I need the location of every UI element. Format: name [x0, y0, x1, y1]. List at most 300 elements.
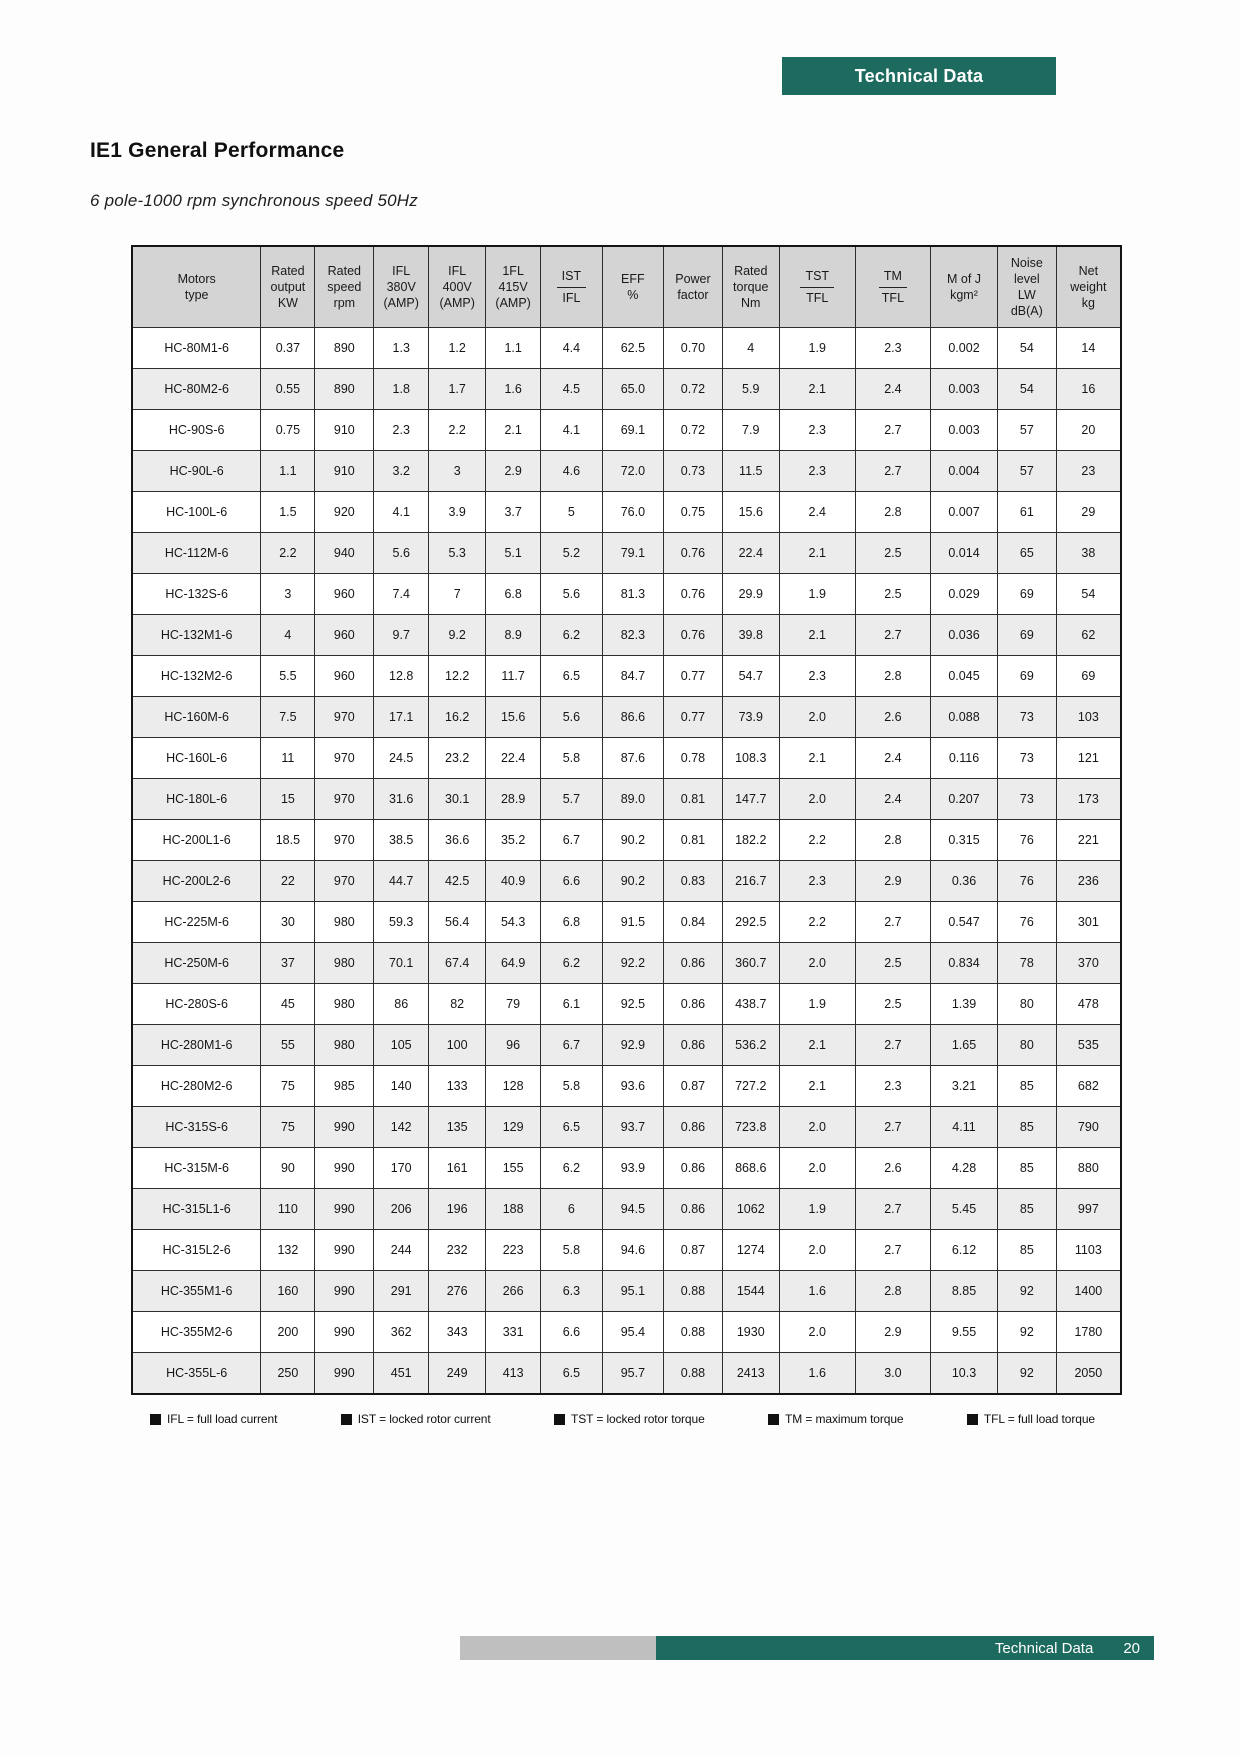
value-cell: 920: [315, 492, 374, 533]
motor-type-cell: HC-200L1-6: [132, 820, 261, 861]
value-cell: 96: [486, 1025, 541, 1066]
value-cell: 1.5: [261, 492, 315, 533]
value-cell: 301: [1056, 902, 1121, 943]
header-line: type: [184, 288, 209, 302]
value-cell: 910: [315, 451, 374, 492]
table-row: [132, 1189, 1121, 1230]
value-cell: 7: [429, 574, 486, 615]
motor-type-cell: HC-280S-6: [132, 984, 261, 1025]
value-cell: 1.1: [261, 451, 315, 492]
value-cell: 2.9: [486, 451, 541, 492]
value-cell: 980: [315, 1025, 374, 1066]
motor-type-cell: HC-280M1-6: [132, 1025, 261, 1066]
value-cell: 6.8: [541, 902, 602, 943]
value-cell: 92.9: [602, 1025, 663, 1066]
value-cell: 2.1: [779, 615, 855, 656]
value-cell: 161: [429, 1148, 486, 1189]
value-cell: 331: [486, 1312, 541, 1353]
value-cell: 970: [315, 738, 374, 779]
value-cell: 0.87: [664, 1230, 723, 1271]
value-cell: 1400: [1056, 1271, 1121, 1312]
value-cell: 35.2: [486, 820, 541, 861]
value-cell: 100: [429, 1025, 486, 1066]
value-cell: 91.5: [602, 902, 663, 943]
value-cell: 478: [1056, 984, 1121, 1025]
value-cell: 0.88: [664, 1271, 723, 1312]
value-cell: 2.1: [779, 1025, 855, 1066]
motor-type-cell: HC-315M-6: [132, 1148, 261, 1189]
value-cell: 15: [261, 779, 315, 820]
value-cell: 2.7: [855, 1230, 930, 1271]
value-cell: 2.1: [779, 369, 855, 410]
value-cell: 4: [722, 328, 779, 369]
value-cell: 92.5: [602, 984, 663, 1025]
value-cell: 4.5: [541, 369, 602, 410]
value-cell: 37: [261, 943, 315, 984]
value-cell: 67.4: [429, 943, 486, 984]
value-cell: 84.7: [602, 656, 663, 697]
value-cell: 7.5: [261, 697, 315, 738]
legend-item: [341, 1412, 491, 1426]
value-cell: 7.4: [374, 574, 429, 615]
value-cell: 95.1: [602, 1271, 663, 1312]
motor-type-cell: HC-160L-6: [132, 738, 261, 779]
header-line: LW: [1017, 288, 1036, 302]
value-cell: 22.4: [722, 533, 779, 574]
table-row: [132, 902, 1121, 943]
value-cell: 95.4: [602, 1312, 663, 1353]
value-cell: 790: [1056, 1107, 1121, 1148]
value-cell: 276: [429, 1271, 486, 1312]
value-cell: 1062: [722, 1189, 779, 1230]
legend-square-icon: [768, 1414, 779, 1425]
value-cell: 61: [997, 492, 1056, 533]
value-cell: 990: [315, 1312, 374, 1353]
value-cell: 723.8: [722, 1107, 779, 1148]
motor-type-cell: HC-315L1-6: [132, 1189, 261, 1230]
header-line: Power: [675, 271, 711, 286]
motor-type-cell: HC-250M-6: [132, 943, 261, 984]
value-cell: 55: [261, 1025, 315, 1066]
value-cell: 1.6: [779, 1353, 855, 1395]
value-cell: 2.6: [855, 1148, 930, 1189]
table-row: [132, 984, 1121, 1025]
value-cell: 85: [997, 1148, 1056, 1189]
legend-item: [768, 1412, 903, 1426]
value-cell: 0.76: [664, 615, 723, 656]
value-cell: 5.9: [722, 369, 779, 410]
value-cell: 0.81: [664, 820, 723, 861]
value-cell: 2.4: [855, 369, 930, 410]
value-cell: 15.6: [722, 492, 779, 533]
value-cell: 73: [997, 697, 1056, 738]
column-header-motors-type: [132, 246, 261, 328]
fraction-denominator: TFL: [881, 291, 905, 305]
value-cell: 2.7: [855, 410, 930, 451]
value-cell: 1.3: [374, 328, 429, 369]
header-line: 380V: [386, 279, 416, 294]
value-cell: 0.76: [664, 533, 723, 574]
value-cell: 9.55: [931, 1312, 998, 1353]
value-cell: 64.9: [486, 943, 541, 984]
value-cell: 5.6: [374, 533, 429, 574]
header-line: torque: [733, 279, 769, 294]
value-cell: 362: [374, 1312, 429, 1353]
legend-square-icon: [150, 1414, 161, 1425]
value-cell: 59.3: [374, 902, 429, 943]
value-cell: 80: [997, 984, 1056, 1025]
value-cell: 65.0: [602, 369, 663, 410]
value-cell: 970: [315, 697, 374, 738]
value-cell: 990: [315, 1189, 374, 1230]
value-cell: 69: [997, 656, 1056, 697]
legend-square-icon: [341, 1414, 352, 1425]
value-cell: 40.9: [486, 861, 541, 902]
value-cell: 14: [1056, 328, 1121, 369]
header-line: (AMP): [383, 296, 419, 311]
column-header-tm-tfl: [855, 246, 930, 328]
value-cell: 92: [997, 1271, 1056, 1312]
value-cell: 73.9: [722, 697, 779, 738]
motor-type-cell: HC-80M1-6: [132, 328, 261, 369]
value-cell: 92: [997, 1353, 1056, 1395]
header-line: factor: [677, 288, 709, 302]
table-head: [132, 246, 1121, 328]
value-cell: 2.3: [779, 410, 855, 451]
value-cell: 2.8: [855, 656, 930, 697]
value-cell: 0.315: [931, 820, 998, 861]
header-line: kgm²: [950, 288, 978, 302]
motor-type-cell: HC-315S-6: [132, 1107, 261, 1148]
value-cell: 3.2: [374, 451, 429, 492]
value-cell: 413: [486, 1353, 541, 1395]
table-row: [132, 328, 1121, 369]
value-cell: 133: [429, 1066, 486, 1107]
motor-type-cell: HC-90S-6: [132, 410, 261, 451]
header-line: dB(A): [1010, 304, 1043, 319]
column-header-eff: [602, 246, 663, 328]
value-cell: 244: [374, 1230, 429, 1271]
value-cell: 81.3: [602, 574, 663, 615]
value-cell: 0.007: [931, 492, 998, 533]
value-cell: 6.3: [541, 1271, 602, 1312]
column-header-noise-level: [997, 246, 1056, 328]
value-cell: 0.76: [664, 574, 723, 615]
value-cell: 940: [315, 533, 374, 574]
value-cell: 232: [429, 1230, 486, 1271]
value-cell: 727.2: [722, 1066, 779, 1107]
header-line: %: [627, 288, 639, 302]
value-cell: 44.7: [374, 861, 429, 902]
header-line: Rated: [327, 263, 361, 278]
value-cell: 223: [486, 1230, 541, 1271]
value-cell: 2.9: [855, 861, 930, 902]
value-cell: 6.5: [541, 1107, 602, 1148]
value-cell: 20: [1056, 410, 1121, 451]
value-cell: 2.0: [779, 1312, 855, 1353]
value-cell: 5.6: [541, 574, 602, 615]
value-cell: 2.2: [779, 902, 855, 943]
header-line: M of J: [946, 271, 982, 286]
value-cell: 93.7: [602, 1107, 663, 1148]
value-cell: 90.2: [602, 820, 663, 861]
header-line: (AMP): [439, 296, 475, 311]
value-cell: 980: [315, 984, 374, 1025]
fraction-header: [557, 268, 586, 306]
value-cell: 2.1: [779, 1066, 855, 1107]
value-cell: 1274: [722, 1230, 779, 1271]
value-cell: 980: [315, 943, 374, 984]
value-cell: 8.9: [486, 615, 541, 656]
value-cell: 80: [997, 1025, 1056, 1066]
value-cell: 85: [997, 1107, 1056, 1148]
header-line: 415V: [498, 279, 528, 294]
value-cell: 2.0: [779, 1230, 855, 1271]
motor-type-cell: HC-355L-6: [132, 1353, 261, 1395]
value-cell: 75: [261, 1107, 315, 1148]
value-cell: 1.6: [486, 369, 541, 410]
value-cell: 2.0: [779, 943, 855, 984]
value-cell: 5.2: [541, 533, 602, 574]
value-cell: 970: [315, 861, 374, 902]
value-cell: 0.72: [664, 369, 723, 410]
value-cell: 0.86: [664, 943, 723, 984]
value-cell: 5.8: [541, 1230, 602, 1271]
header-line: IFL: [392, 263, 411, 278]
value-cell: 5.7: [541, 779, 602, 820]
value-cell: 3.9: [429, 492, 486, 533]
value-cell: 1.9: [779, 328, 855, 369]
value-cell: 90: [261, 1148, 315, 1189]
value-cell: 3.7: [486, 492, 541, 533]
fraction-header: [800, 268, 834, 306]
header-line: output: [270, 279, 306, 294]
value-cell: 11.5: [722, 451, 779, 492]
motor-type-cell: HC-180L-6: [132, 779, 261, 820]
value-cell: 2.3: [855, 1066, 930, 1107]
value-cell: 2.5: [855, 533, 930, 574]
header-line: weight: [1070, 279, 1107, 294]
header-line: Rated: [734, 263, 768, 278]
value-cell: 69: [997, 615, 1056, 656]
legend-text: IFL = full load current: [167, 1412, 278, 1426]
value-cell: 5.45: [931, 1189, 998, 1230]
value-cell: 6.5: [541, 1353, 602, 1395]
fraction-header: [879, 268, 907, 306]
value-cell: 2050: [1056, 1353, 1121, 1395]
table-row: [132, 451, 1121, 492]
value-cell: 2.4: [779, 492, 855, 533]
value-cell: 4.28: [931, 1148, 998, 1189]
value-cell: 0.036: [931, 615, 998, 656]
value-cell: 0.84: [664, 902, 723, 943]
table-row: [132, 615, 1121, 656]
value-cell: 22.4: [486, 738, 541, 779]
value-cell: 910: [315, 410, 374, 451]
legend-text: TFL = full load torque: [983, 1412, 1095, 1426]
value-cell: 200: [261, 1312, 315, 1353]
value-cell: 236: [1056, 861, 1121, 902]
value-cell: 135: [429, 1107, 486, 1148]
value-cell: 0.88: [664, 1353, 723, 1395]
value-cell: 76: [997, 902, 1056, 943]
value-cell: 0.81: [664, 779, 723, 820]
value-cell: 6.7: [541, 820, 602, 861]
page-subtitle: 6 pole-1000 rpm synchronous speed 50Hz: [90, 191, 418, 210]
legend-item: [150, 1412, 277, 1426]
value-cell: 140: [374, 1066, 429, 1107]
value-cell: 94.6: [602, 1230, 663, 1271]
value-cell: 38: [1056, 533, 1121, 574]
table-row: [132, 492, 1121, 533]
value-cell: 129: [486, 1107, 541, 1148]
column-header-ifl-380v: [374, 246, 429, 328]
value-cell: 0.73: [664, 451, 723, 492]
table-header-row: [132, 246, 1121, 328]
value-cell: 0.014: [931, 533, 998, 574]
value-cell: 38.5: [374, 820, 429, 861]
table-row: [132, 1271, 1121, 1312]
value-cell: 54.3: [486, 902, 541, 943]
motor-type-cell: HC-160M-6: [132, 697, 261, 738]
value-cell: 70.1: [374, 943, 429, 984]
value-cell: 2.8: [855, 1271, 930, 1312]
value-cell: 89.0: [602, 779, 663, 820]
value-cell: 2.7: [855, 615, 930, 656]
value-cell: 2.6: [855, 697, 930, 738]
value-cell: 0.75: [664, 492, 723, 533]
value-cell: 4.4: [541, 328, 602, 369]
value-cell: 0.78: [664, 738, 723, 779]
value-cell: 451: [374, 1353, 429, 1395]
value-cell: 2.5: [855, 574, 930, 615]
footer-label: Technical Data: [994, 1639, 1094, 1657]
value-cell: 2.0: [779, 1107, 855, 1148]
footer-page-number: 20: [1123, 1639, 1140, 1657]
value-cell: 6.8: [486, 574, 541, 615]
value-cell: 11.7: [486, 656, 541, 697]
value-cell: 1103: [1056, 1230, 1121, 1271]
table-row: [132, 1312, 1121, 1353]
value-cell: 0.55: [261, 369, 315, 410]
value-cell: 438.7: [722, 984, 779, 1025]
table-row: [132, 1148, 1121, 1189]
table-row: [132, 533, 1121, 574]
motor-type-cell: HC-100L-6: [132, 492, 261, 533]
value-cell: 93.9: [602, 1148, 663, 1189]
value-cell: 92.2: [602, 943, 663, 984]
table-row: [132, 1107, 1121, 1148]
value-cell: 960: [315, 615, 374, 656]
value-cell: 2.1: [779, 533, 855, 574]
value-cell: 990: [315, 1148, 374, 1189]
table-row: [132, 820, 1121, 861]
header-line: EFF: [621, 271, 645, 286]
header-line: Net: [1078, 263, 1099, 278]
value-cell: 0.834: [931, 943, 998, 984]
value-cell: 103: [1056, 697, 1121, 738]
value-cell: 249: [429, 1353, 486, 1395]
value-cell: 128: [486, 1066, 541, 1107]
value-cell: 86: [374, 984, 429, 1025]
value-cell: 2.7: [855, 1189, 930, 1230]
header-line: level: [1013, 271, 1040, 286]
value-cell: 3: [261, 574, 315, 615]
value-cell: 147.7: [722, 779, 779, 820]
value-cell: 4.6: [541, 451, 602, 492]
value-cell: 12.2: [429, 656, 486, 697]
value-cell: 0.002: [931, 328, 998, 369]
header-line: KW: [277, 296, 298, 311]
value-cell: 31.6: [374, 779, 429, 820]
value-cell: 90.2: [602, 861, 663, 902]
value-cell: 76.0: [602, 492, 663, 533]
motor-type-cell: HC-355M1-6: [132, 1271, 261, 1312]
value-cell: 10.3: [931, 1353, 998, 1395]
value-cell: 2.1: [779, 738, 855, 779]
value-cell: 2.8: [855, 820, 930, 861]
table-row: [132, 1230, 1121, 1271]
value-cell: 1.1: [486, 328, 541, 369]
value-cell: 57: [997, 451, 1056, 492]
value-cell: 62.5: [602, 328, 663, 369]
header-line: 1FL: [502, 263, 524, 278]
value-cell: 292.5: [722, 902, 779, 943]
value-cell: 69: [1056, 656, 1121, 697]
value-cell: 54: [1056, 574, 1121, 615]
value-cell: 1.9: [779, 984, 855, 1025]
value-cell: 0.86: [664, 1148, 723, 1189]
value-cell: 9.7: [374, 615, 429, 656]
value-cell: 1.6: [779, 1271, 855, 1312]
value-cell: 0.77: [664, 656, 723, 697]
motor-type-cell: HC-280M2-6: [132, 1066, 261, 1107]
fraction-numerator: IST: [557, 268, 586, 288]
performance-table-wrap: [131, 245, 1122, 1395]
table-row: [132, 697, 1121, 738]
value-cell: 3.21: [931, 1066, 998, 1107]
value-cell: 182.2: [722, 820, 779, 861]
value-cell: 6.6: [541, 861, 602, 902]
value-cell: 0.004: [931, 451, 998, 492]
value-cell: 2.3: [779, 861, 855, 902]
table-row: [132, 738, 1121, 779]
value-cell: 2.3: [855, 328, 930, 369]
value-cell: 6.2: [541, 943, 602, 984]
table-body: [132, 328, 1121, 1395]
value-cell: 1.7: [429, 369, 486, 410]
value-cell: 5.8: [541, 738, 602, 779]
value-cell: 69: [997, 574, 1056, 615]
value-cell: 536.2: [722, 1025, 779, 1066]
value-cell: 54.7: [722, 656, 779, 697]
value-cell: 15.6: [486, 697, 541, 738]
value-cell: 30: [261, 902, 315, 943]
value-cell: 0.86: [664, 1107, 723, 1148]
header-line: IFL: [448, 263, 467, 278]
value-cell: 173: [1056, 779, 1121, 820]
motor-type-cell: HC-132M2-6: [132, 656, 261, 697]
value-cell: 980: [315, 902, 374, 943]
value-cell: 5.5: [261, 656, 315, 697]
value-cell: 2.0: [779, 697, 855, 738]
value-cell: 3: [429, 451, 486, 492]
value-cell: 0.77: [664, 697, 723, 738]
value-cell: 2.8: [855, 492, 930, 533]
value-cell: 1.9: [779, 1189, 855, 1230]
value-cell: 30.1: [429, 779, 486, 820]
column-header-rated-output: [261, 246, 315, 328]
